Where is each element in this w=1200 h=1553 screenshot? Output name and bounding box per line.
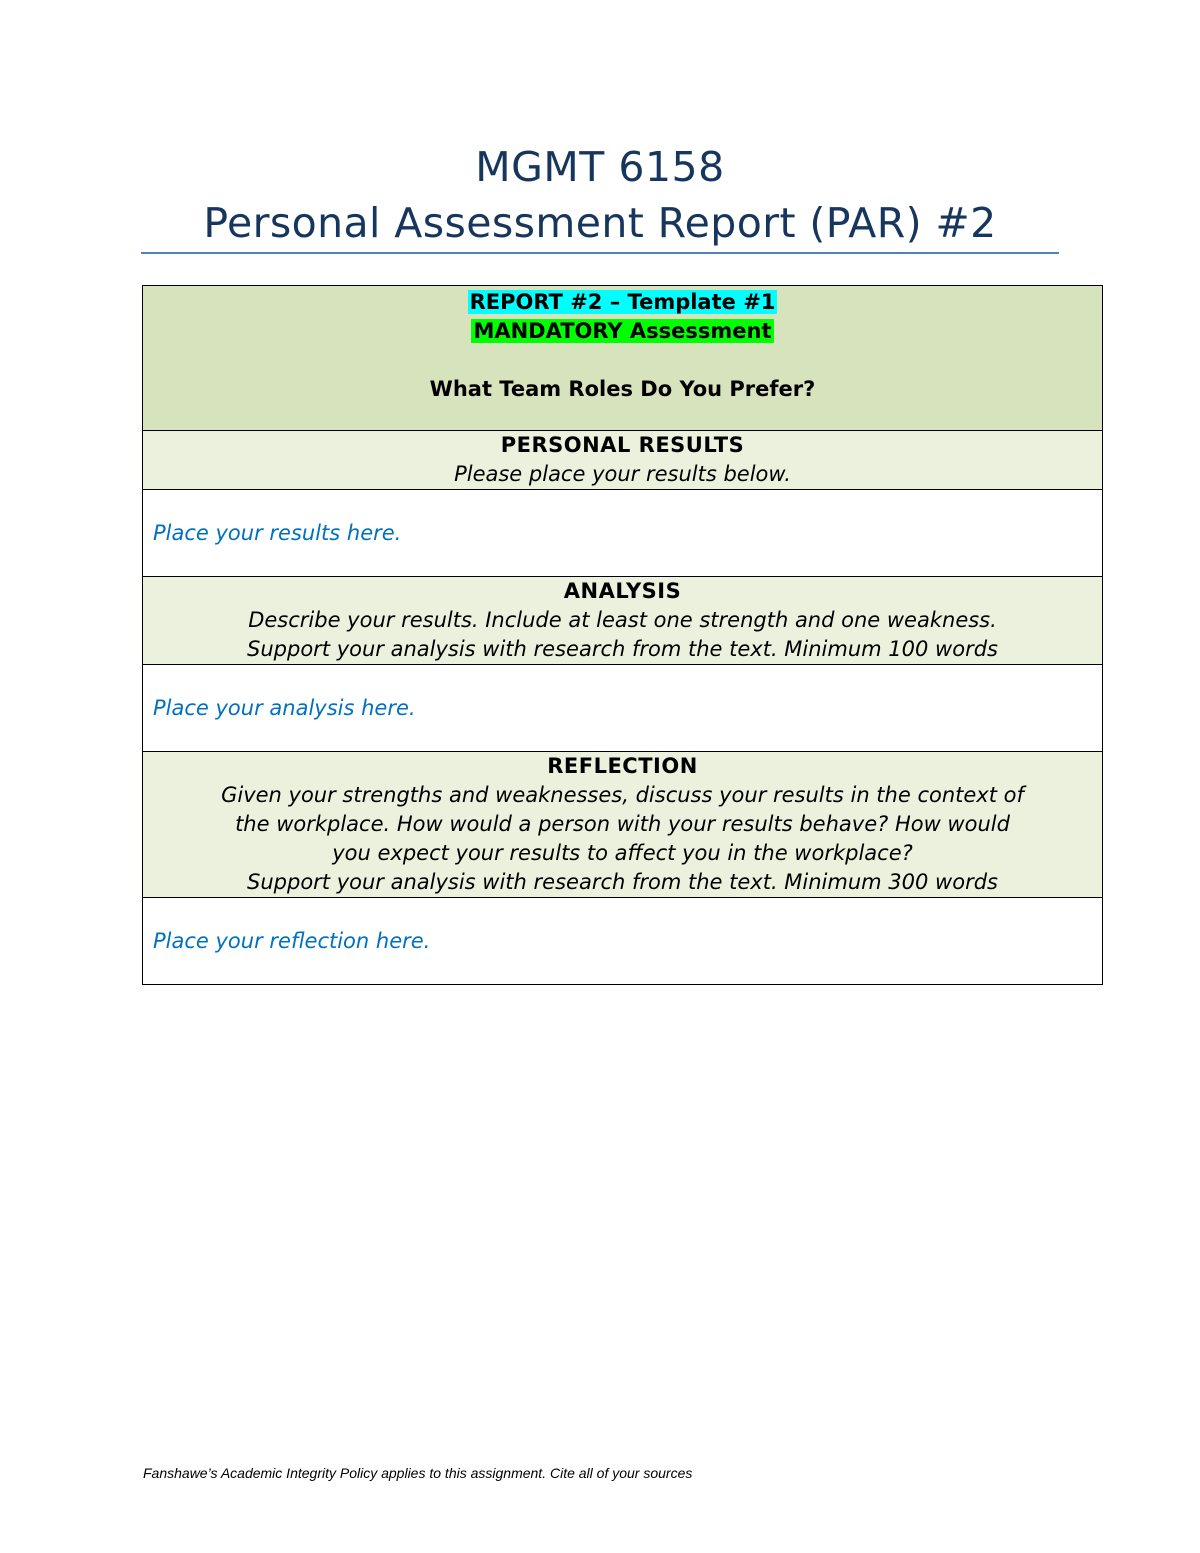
title-divider [141, 252, 1059, 254]
report-title: Personal Assessment Report (PAR) #2 [203, 199, 997, 247]
report-template-table [142, 285, 1103, 985]
section-instruction: Support your analysis with research from the text. Minimum 100 words [247, 637, 998, 661]
template-header-cell [143, 286, 1103, 431]
mandatory-label: MANDATORY Assessment [473, 319, 772, 343]
section-title: REFLECTION [547, 754, 698, 778]
section-instruction: Describe your results. Include at least one strength and one weakness. [248, 608, 997, 632]
analysis-entry-field[interactable]: Place your analysis here. [143, 665, 1103, 752]
section-instruction: you expect your results to affect you in the workplace? [332, 841, 913, 865]
section-instruction: Please place your results below. [454, 462, 791, 486]
academic-integrity-footer: Fanshawe’s Academic Integrity Policy applies to this assignment. Cite all of your sources [143, 1465, 693, 1481]
section-instruction: Given your strengths and weaknesses, discuss your results in the context of [221, 783, 1024, 807]
report-label: REPORT #2 – Template #1 [469, 290, 776, 314]
section-instruction: the workplace. How would a person with your results behave? How would [235, 812, 1010, 836]
results-entry-field[interactable]: Place your results here. [143, 490, 1103, 577]
personal-results-header [143, 431, 1103, 490]
reflection-header [143, 752, 1103, 898]
section-instruction: Support your analysis with research from the text. Minimum 300 words [247, 870, 998, 894]
course-code: MGMT 6158 [475, 143, 725, 191]
document-title [141, 138, 1059, 250]
section-title: ANALYSIS [563, 579, 682, 603]
section-title: PERSONAL RESULTS [500, 433, 745, 457]
assessment-question: What Team Roles Do You Prefer? [429, 377, 816, 401]
analysis-header [143, 577, 1103, 665]
reflection-entry-field[interactable]: Place your reflection here. [143, 898, 1103, 985]
